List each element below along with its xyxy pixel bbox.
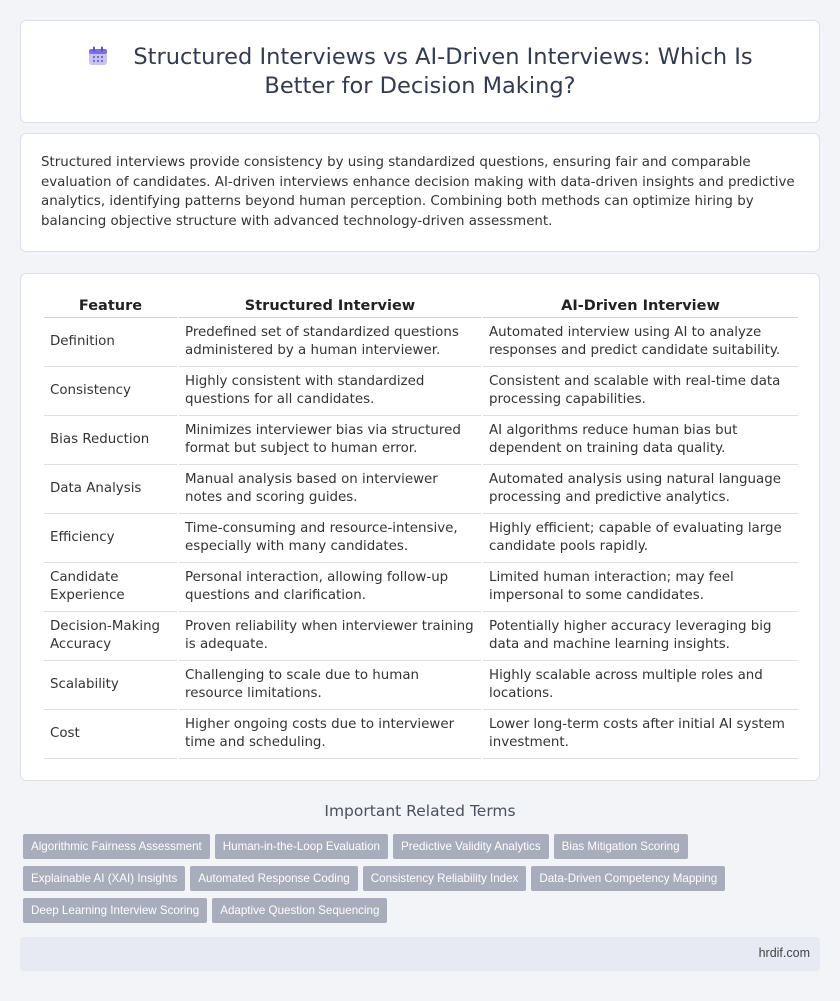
ai-cell: Consistent and scalable with real-time data processing capabilities. xyxy=(483,367,798,416)
table-header-row xyxy=(44,296,798,318)
related-term-tag[interactable]: Data-Driven Competency Mapping xyxy=(531,866,725,891)
related-term-tag[interactable]: Human-in-the-Loop Evaluation xyxy=(215,834,388,859)
table-row xyxy=(44,710,798,759)
feature-cell: Bias Reduction xyxy=(44,416,177,465)
structured-cell: Higher ongoing costs due to interviewer time and scheduling. xyxy=(179,710,481,759)
intro-paragraph: Structured interviews provide consistency by using standardized questions, ensuring fair and comparable evaluation of candidates. AI-driven interviews enhance decision making with data-driven insights and predictive analytics, identifying patterns beyond human perception. Combining both methods can optimize hiring by balancing objective structure with advanced technology-driven assessment. xyxy=(41,155,795,229)
ai-cell: Highly efficient; capable of evaluating large candidate pools rapidly. xyxy=(483,514,798,563)
related-term-tag[interactable]: Algorithmic Fairness Assessment xyxy=(23,834,210,859)
header-structured: Structured Interview xyxy=(179,296,481,318)
table-row xyxy=(44,661,798,710)
structured-cell: Personal interaction, allowing follow-up questions and clarification. xyxy=(179,563,481,612)
feature-cell: Definition xyxy=(44,318,177,367)
feature-cell: Consistency xyxy=(44,367,177,416)
intro-card xyxy=(20,133,820,252)
table-row xyxy=(44,465,798,514)
feature-cell: Scalability xyxy=(44,661,177,710)
related-term-tag[interactable]: Adaptive Question Sequencing xyxy=(212,898,387,923)
related-term-tag[interactable]: Bias Mitigation Scoring xyxy=(554,834,688,859)
calendar-icon xyxy=(87,45,109,67)
table-row xyxy=(44,367,798,416)
ai-cell: AI algorithms reduce human bias but dependent on training data quality. xyxy=(483,416,798,465)
related-terms-title: Important Related Terms xyxy=(324,802,516,820)
structured-cell: Manual analysis based on interviewer notes and scoring guides. xyxy=(179,465,481,514)
table-row xyxy=(44,563,798,612)
ai-cell: Lower long-term costs after initial AI system investment. xyxy=(483,710,798,759)
comparison-card xyxy=(20,273,820,781)
title-card xyxy=(20,20,820,123)
feature-cell: Data Analysis xyxy=(44,465,177,514)
table-row xyxy=(44,318,798,367)
table-row xyxy=(44,416,798,465)
structured-cell: Predefined set of standardized questions administered by a human interviewer. xyxy=(179,318,481,367)
structured-cell: Highly consistent with standardized questions for all candidates. xyxy=(179,367,481,416)
feature-cell: Candidate Experience xyxy=(44,563,177,612)
table-row xyxy=(44,612,798,661)
related-term-tag[interactable]: Explainable AI (XAI) Insights xyxy=(23,866,185,891)
ai-cell: Automated analysis using natural language processing and predictive analytics. xyxy=(483,465,798,514)
comparison-table xyxy=(42,296,800,759)
ai-cell: Potentially higher accuracy leveraging big data and machine learning insights. xyxy=(483,612,798,661)
related-terms-list xyxy=(23,834,783,930)
footer xyxy=(20,937,820,971)
related-term-tag[interactable]: Predictive Validity Analytics xyxy=(393,834,549,859)
feature-cell: Efficiency xyxy=(44,514,177,563)
related-term-tag[interactable]: Consistency Reliability Index xyxy=(363,866,527,891)
structured-cell: Minimizes interviewer bias via structured format but subject to human error. xyxy=(179,416,481,465)
feature-cell: Decision-Making Accuracy xyxy=(44,612,177,661)
feature-cell: Cost xyxy=(44,710,177,759)
table-row xyxy=(44,514,798,563)
structured-cell: Challenging to scale due to human resource limitations. xyxy=(179,661,481,710)
structured-cell: Proven reliability when interviewer training is adequate. xyxy=(179,612,481,661)
ai-cell: Automated interview using AI to analyze responses and predict candidate suitability. xyxy=(483,318,798,367)
related-term-tag[interactable]: Deep Learning Interview Scoring xyxy=(23,898,207,923)
structured-cell: Time-consuming and resource-intensive, especially with many candidates. xyxy=(179,514,481,563)
header-ai-driven: AI-Driven Interview xyxy=(483,296,798,318)
related-term-tag[interactable]: Automated Response Coding xyxy=(190,866,357,891)
page-title-text: Structured Interviews vs AI-Driven Interviews: Which Is Better for Decision Making? xyxy=(133,44,753,99)
ai-cell: Highly scalable across multiple roles and locations. xyxy=(483,661,798,710)
header-feature: Feature xyxy=(44,296,177,318)
ai-cell: Limited human interaction; may feel impersonal to some candidates. xyxy=(483,563,798,612)
page-title xyxy=(51,43,789,101)
footer-site-link[interactable]: hrdif.com xyxy=(758,946,810,960)
